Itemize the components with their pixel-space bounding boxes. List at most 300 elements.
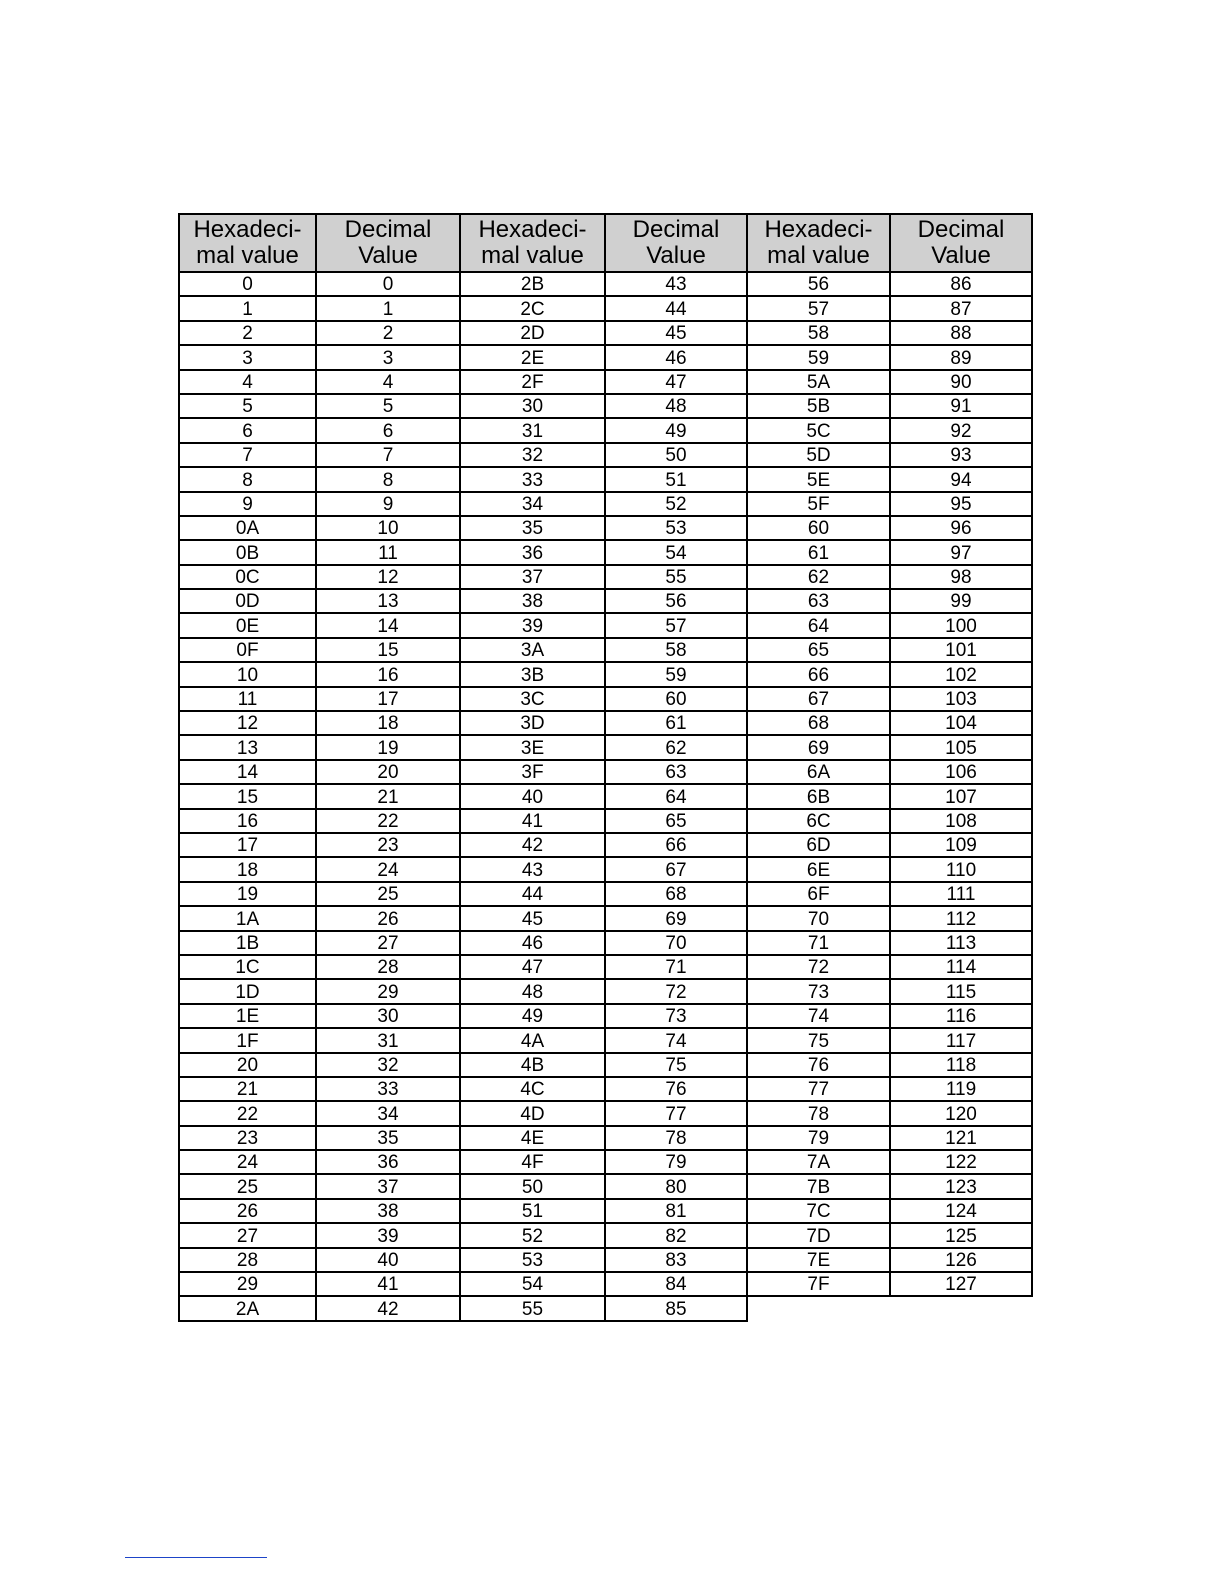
decimal-cell: 0 [316,272,460,296]
decimal-cell: 65 [605,809,747,833]
decimal-cell: 80 [605,1174,747,1198]
hex-cell: 2F [460,370,605,394]
header-line: Hexadeci- [764,216,873,243]
decimal-cell: 99 [890,589,1032,613]
table-row [179,1126,1032,1150]
hex-cell: 61 [747,540,890,564]
table-row [179,613,1032,637]
hex-cell: 0 [179,272,316,296]
table-body [179,272,1032,1321]
decimal-cell: 94 [890,467,1032,491]
hex-cell: 37 [460,565,605,589]
hex-cell: 5B [747,394,890,418]
decimal-cell: 14 [316,613,460,637]
decimal-cell: 115 [890,979,1032,1003]
decimal-cell: 27 [316,931,460,955]
hex-cell: 3D [460,711,605,735]
decimal-cell: 117 [890,1028,1032,1052]
decimal-cell: 16 [316,662,460,686]
hex-cell: 67 [747,687,890,711]
hex-cell: 62 [747,565,890,589]
hex-cell: 33 [460,467,605,491]
table-row [179,1223,1032,1247]
table-row [179,857,1032,881]
table-row [179,443,1032,467]
decimal-cell: 88 [890,321,1032,345]
hex-cell: 36 [460,540,605,564]
header-line: Value [646,242,706,269]
hex-cell: 56 [747,272,890,296]
hex-cell: 5D [747,443,890,467]
decimal-cell: 84 [605,1272,747,1296]
hex-cell: 7 [179,443,316,467]
hex-cell: 53 [460,1248,605,1272]
decimal-cell: 41 [316,1272,460,1296]
hex-cell: 64 [747,613,890,637]
table-header-row [179,214,1032,272]
decimal-cell: 17 [316,687,460,711]
table-row [179,1272,1032,1296]
decimal-cell: 24 [316,857,460,881]
decimal-cell: 22 [316,809,460,833]
hex-cell: 70 [747,906,890,930]
decimal-cell: 23 [316,833,460,857]
hex-cell: 3 [179,345,316,369]
decimal-cell: 46 [605,345,747,369]
decimal-cell: 76 [605,1077,747,1101]
hex-cell: 77 [747,1077,890,1101]
decimal-cell: 121 [890,1126,1032,1150]
hex-cell: 71 [747,931,890,955]
table-row [179,735,1032,759]
table-row [179,418,1032,442]
decimal-cell: 5 [316,394,460,418]
decimal-cell: 2 [316,321,460,345]
decimal-cell: 66 [605,833,747,857]
hex-cell: 12 [179,711,316,735]
hex-cell: 0A [179,516,316,540]
decimal-cell: 85 [605,1296,747,1320]
hex-cell: 0D [179,589,316,613]
decimal-cell: 35 [316,1126,460,1150]
decimal-cell: 54 [605,540,747,564]
hex-cell: 27 [179,1223,316,1247]
decimal-cell: 127 [890,1272,1032,1296]
table-row [179,1199,1032,1223]
hex-cell: 1F [179,1028,316,1052]
hex-cell: 4B [460,1053,605,1077]
hex-cell: 57 [747,296,890,320]
decimal-cell: 122 [890,1150,1032,1174]
decimal-cell: 73 [605,1004,747,1028]
hex-cell: 3C [460,687,605,711]
decimal-cell: 50 [605,443,747,467]
decimal-cell: 93 [890,443,1032,467]
decimal-cell: 75 [605,1053,747,1077]
decimal-cell: 118 [890,1053,1032,1077]
hex-cell: 1A [179,906,316,930]
decimal-cell: 10 [316,516,460,540]
hex-cell: 1D [179,979,316,1003]
hex-cell: 76 [747,1053,890,1077]
decimal-cell: 45 [605,321,747,345]
decimal-cell: 98 [890,565,1032,589]
header-dec-1 [316,214,460,272]
hex-cell: 4E [460,1126,605,1150]
hex-cell: 1E [179,1004,316,1028]
decimal-cell: 19 [316,735,460,759]
hex-cell: 5E [747,467,890,491]
header-line: mal value [196,242,299,269]
decimal-cell: 110 [890,857,1032,881]
hex-cell: 6C [747,809,890,833]
hex-cell: 4A [460,1028,605,1052]
hex-cell: 26 [179,1199,316,1223]
decimal-cell: 77 [605,1101,747,1125]
decimal-cell: 69 [605,906,747,930]
decimal-cell: 68 [605,882,747,906]
decimal-cell: 53 [605,516,747,540]
table-row [179,760,1032,784]
header-dec-2 [605,214,747,272]
hex-cell: 5C [747,418,890,442]
decimal-cell: 33 [316,1077,460,1101]
decimal-cell: 71 [605,955,747,979]
hex-cell: 72 [747,955,890,979]
hex-cell: 46 [460,931,605,955]
hex-cell: 54 [460,1272,605,1296]
hex-cell: 60 [747,516,890,540]
table-row [179,492,1032,516]
table-row [179,979,1032,1003]
hex-cell: 23 [179,1126,316,1150]
hex-cell: 28 [179,1248,316,1272]
header-line: mal value [481,242,584,269]
hex-cell: 66 [747,662,890,686]
hex-cell: 73 [747,979,890,1003]
table-row [179,589,1032,613]
table-row [179,1296,1032,1320]
hex-cell: 2A [179,1296,316,1320]
hex-cell: 1C [179,955,316,979]
table-row [179,345,1032,369]
decimal-cell: 79 [605,1150,747,1174]
decimal-cell: 90 [890,370,1032,394]
decimal-cell: 91 [890,394,1032,418]
decimal-cell: 83 [605,1248,747,1272]
decimal-cell: 21 [316,784,460,808]
decimal-cell: 37 [316,1174,460,1198]
hex-cell: 6A [747,760,890,784]
decimal-cell: 40 [316,1248,460,1272]
hex-cell: 5A [747,370,890,394]
decimal-cell: 1 [316,296,460,320]
hex-cell: 0F [179,638,316,662]
decimal-cell: 95 [890,492,1032,516]
decimal-cell: 49 [605,418,747,442]
decimal-cell: 123 [890,1174,1032,1198]
table-row [179,1028,1032,1052]
hex-cell: 6F [747,882,890,906]
hex-cell: 55 [460,1296,605,1320]
hex-cell: 7A [747,1150,890,1174]
hex-cell: 74 [747,1004,890,1028]
hex-cell: 13 [179,735,316,759]
table-row [179,711,1032,735]
decimal-cell: 96 [890,516,1032,540]
decimal-cell: 57 [605,613,747,637]
hex-cell: 6B [747,784,890,808]
decimal-cell: 52 [605,492,747,516]
hex-cell: 35 [460,516,605,540]
table-row [179,1101,1032,1125]
decimal-cell: 9 [316,492,460,516]
hex-cell: 59 [747,345,890,369]
hex-cell: 0E [179,613,316,637]
header-line: Value [931,242,991,269]
decimal-cell: 61 [605,711,747,735]
table-row [179,516,1032,540]
hex-cell: 7B [747,1174,890,1198]
hex-cell: 2D [460,321,605,345]
footnote-separator-line [125,1557,267,1558]
decimal-cell: 109 [890,833,1032,857]
decimal-cell: 64 [605,784,747,808]
decimal-cell: 30 [316,1004,460,1028]
hex-cell: 52 [460,1223,605,1247]
decimal-cell: 47 [605,370,747,394]
table-row [179,296,1032,320]
decimal-cell: 70 [605,931,747,955]
decimal-cell: 104 [890,711,1032,735]
decimal-cell: 124 [890,1199,1032,1223]
hex-cell: 75 [747,1028,890,1052]
decimal-cell: 107 [890,784,1032,808]
hex-cell: 69 [747,735,890,759]
header-hex-2 [460,214,605,272]
header-line: Decimal [344,216,432,243]
decimal-cell: 25 [316,882,460,906]
header-hex-3 [747,214,890,272]
decimal-cell: 108 [890,809,1032,833]
decimal-cell: 82 [605,1223,747,1247]
decimal-cell: 63 [605,760,747,784]
hex-cell: 0C [179,565,316,589]
table-row [179,906,1032,930]
hex-cell: 2C [460,296,605,320]
hex-cell: 2B [460,272,605,296]
table-row [179,687,1032,711]
hex-cell: 47 [460,955,605,979]
hex-cell: 44 [460,882,605,906]
hex-cell: 20 [179,1053,316,1077]
decimal-cell: 59 [605,662,747,686]
hex-cell: 42 [460,833,605,857]
table-row [179,1248,1032,1272]
decimal-cell: 111 [890,882,1032,906]
hex-cell: 10 [179,662,316,686]
table-row [179,540,1032,564]
decimal-cell: 100 [890,613,1032,637]
hex-cell: 78 [747,1101,890,1125]
decimal-cell: 56 [605,589,747,613]
decimal-cell: 48 [605,394,747,418]
decimal-cell: 7 [316,443,460,467]
decimal-cell: 78 [605,1126,747,1150]
table-row [179,1004,1032,1028]
decimal-cell: 72 [605,979,747,1003]
table-row [179,809,1032,833]
table-row [179,784,1032,808]
table-row [179,1053,1032,1077]
hex-cell: 6 [179,418,316,442]
decimal-cell: 62 [605,735,747,759]
hex-cell: 15 [179,784,316,808]
table-row [179,272,1032,296]
decimal-cell: 126 [890,1248,1032,1272]
decimal-cell: 3 [316,345,460,369]
hex-cell: 29 [179,1272,316,1296]
hex-cell: 43 [460,857,605,881]
hex-cell: 21 [179,1077,316,1101]
decimal-cell: 36 [316,1150,460,1174]
header-line: Decimal [632,216,720,243]
header-line: mal value [767,242,870,269]
decimal-cell: 11 [316,540,460,564]
hex-cell: 3E [460,735,605,759]
hex-cell: 3B [460,662,605,686]
decimal-cell: 102 [890,662,1032,686]
empty-cell [890,1296,1032,1320]
hex-cell: 3A [460,638,605,662]
hex-cell: 1B [179,931,316,955]
hex-cell: 40 [460,784,605,808]
empty-cell [747,1296,890,1320]
hex-cell: 68 [747,711,890,735]
hex-cell: 4D [460,1101,605,1125]
decimal-cell: 116 [890,1004,1032,1028]
decimal-cell: 51 [605,467,747,491]
hex-cell: 6D [747,833,890,857]
header-line: Hexadeci- [478,216,587,243]
decimal-cell: 58 [605,638,747,662]
hex-cell: 51 [460,1199,605,1223]
decimal-cell: 87 [890,296,1032,320]
hex-decimal-conversion-table [178,213,1033,1322]
hex-cell: 0B [179,540,316,564]
hex-cell: 14 [179,760,316,784]
hex-cell: 8 [179,467,316,491]
decimal-cell: 44 [605,296,747,320]
hex-cell: 7D [747,1223,890,1247]
table-row [179,467,1032,491]
decimal-cell: 8 [316,467,460,491]
decimal-cell: 34 [316,1101,460,1125]
hex-cell: 63 [747,589,890,613]
hex-cell: 45 [460,906,605,930]
decimal-cell: 39 [316,1223,460,1247]
hex-cell: 31 [460,418,605,442]
hex-cell: 5F [747,492,890,516]
table-row [179,1077,1032,1101]
decimal-cell: 18 [316,711,460,735]
decimal-cell: 67 [605,857,747,881]
hex-cell: 2 [179,321,316,345]
hex-cell: 34 [460,492,605,516]
hex-cell: 18 [179,857,316,881]
decimal-cell: 12 [316,565,460,589]
decimal-cell: 28 [316,955,460,979]
table-row [179,394,1032,418]
decimal-cell: 60 [605,687,747,711]
hex-cell: 49 [460,1004,605,1028]
hex-cell: 48 [460,979,605,1003]
hex-cell: 65 [747,638,890,662]
header-line: Hexadeci- [193,216,302,243]
table-row [179,321,1032,345]
hex-cell: 79 [747,1126,890,1150]
decimal-cell: 13 [316,589,460,613]
hex-cell: 50 [460,1174,605,1198]
hex-cell: 4 [179,370,316,394]
header-line: Value [358,242,418,269]
hex-cell: 1 [179,296,316,320]
hex-cell: 11 [179,687,316,711]
decimal-cell: 125 [890,1223,1032,1247]
decimal-cell: 26 [316,906,460,930]
decimal-cell: 38 [316,1199,460,1223]
hex-cell: 30 [460,394,605,418]
hex-cell: 58 [747,321,890,345]
hex-cell: 4F [460,1150,605,1174]
hex-cell: 39 [460,613,605,637]
header-dec-3 [890,214,1032,272]
table-row [179,370,1032,394]
hex-cell: 2E [460,345,605,369]
hex-cell: 3F [460,760,605,784]
decimal-cell: 119 [890,1077,1032,1101]
hex-cell: 24 [179,1150,316,1174]
table-row [179,638,1032,662]
decimal-cell: 106 [890,760,1032,784]
hex-cell: 17 [179,833,316,857]
decimal-cell: 112 [890,906,1032,930]
decimal-cell: 113 [890,931,1032,955]
table-row [179,833,1032,857]
decimal-cell: 15 [316,638,460,662]
decimal-cell: 20 [316,760,460,784]
table-row [179,662,1032,686]
hex-cell: 38 [460,589,605,613]
decimal-cell: 114 [890,955,1032,979]
table-row [179,565,1032,589]
decimal-cell: 4 [316,370,460,394]
hex-cell: 32 [460,443,605,467]
decimal-cell: 120 [890,1101,1032,1125]
decimal-cell: 43 [605,272,747,296]
hex-cell: 4C [460,1077,605,1101]
decimal-cell: 89 [890,345,1032,369]
hex-cell: 9 [179,492,316,516]
table-row [179,955,1032,979]
hex-cell: 7E [747,1248,890,1272]
hex-cell: 22 [179,1101,316,1125]
table-row [179,882,1032,906]
decimal-cell: 6 [316,418,460,442]
table-row [179,1174,1032,1198]
hex-cell: 16 [179,809,316,833]
decimal-cell: 32 [316,1053,460,1077]
